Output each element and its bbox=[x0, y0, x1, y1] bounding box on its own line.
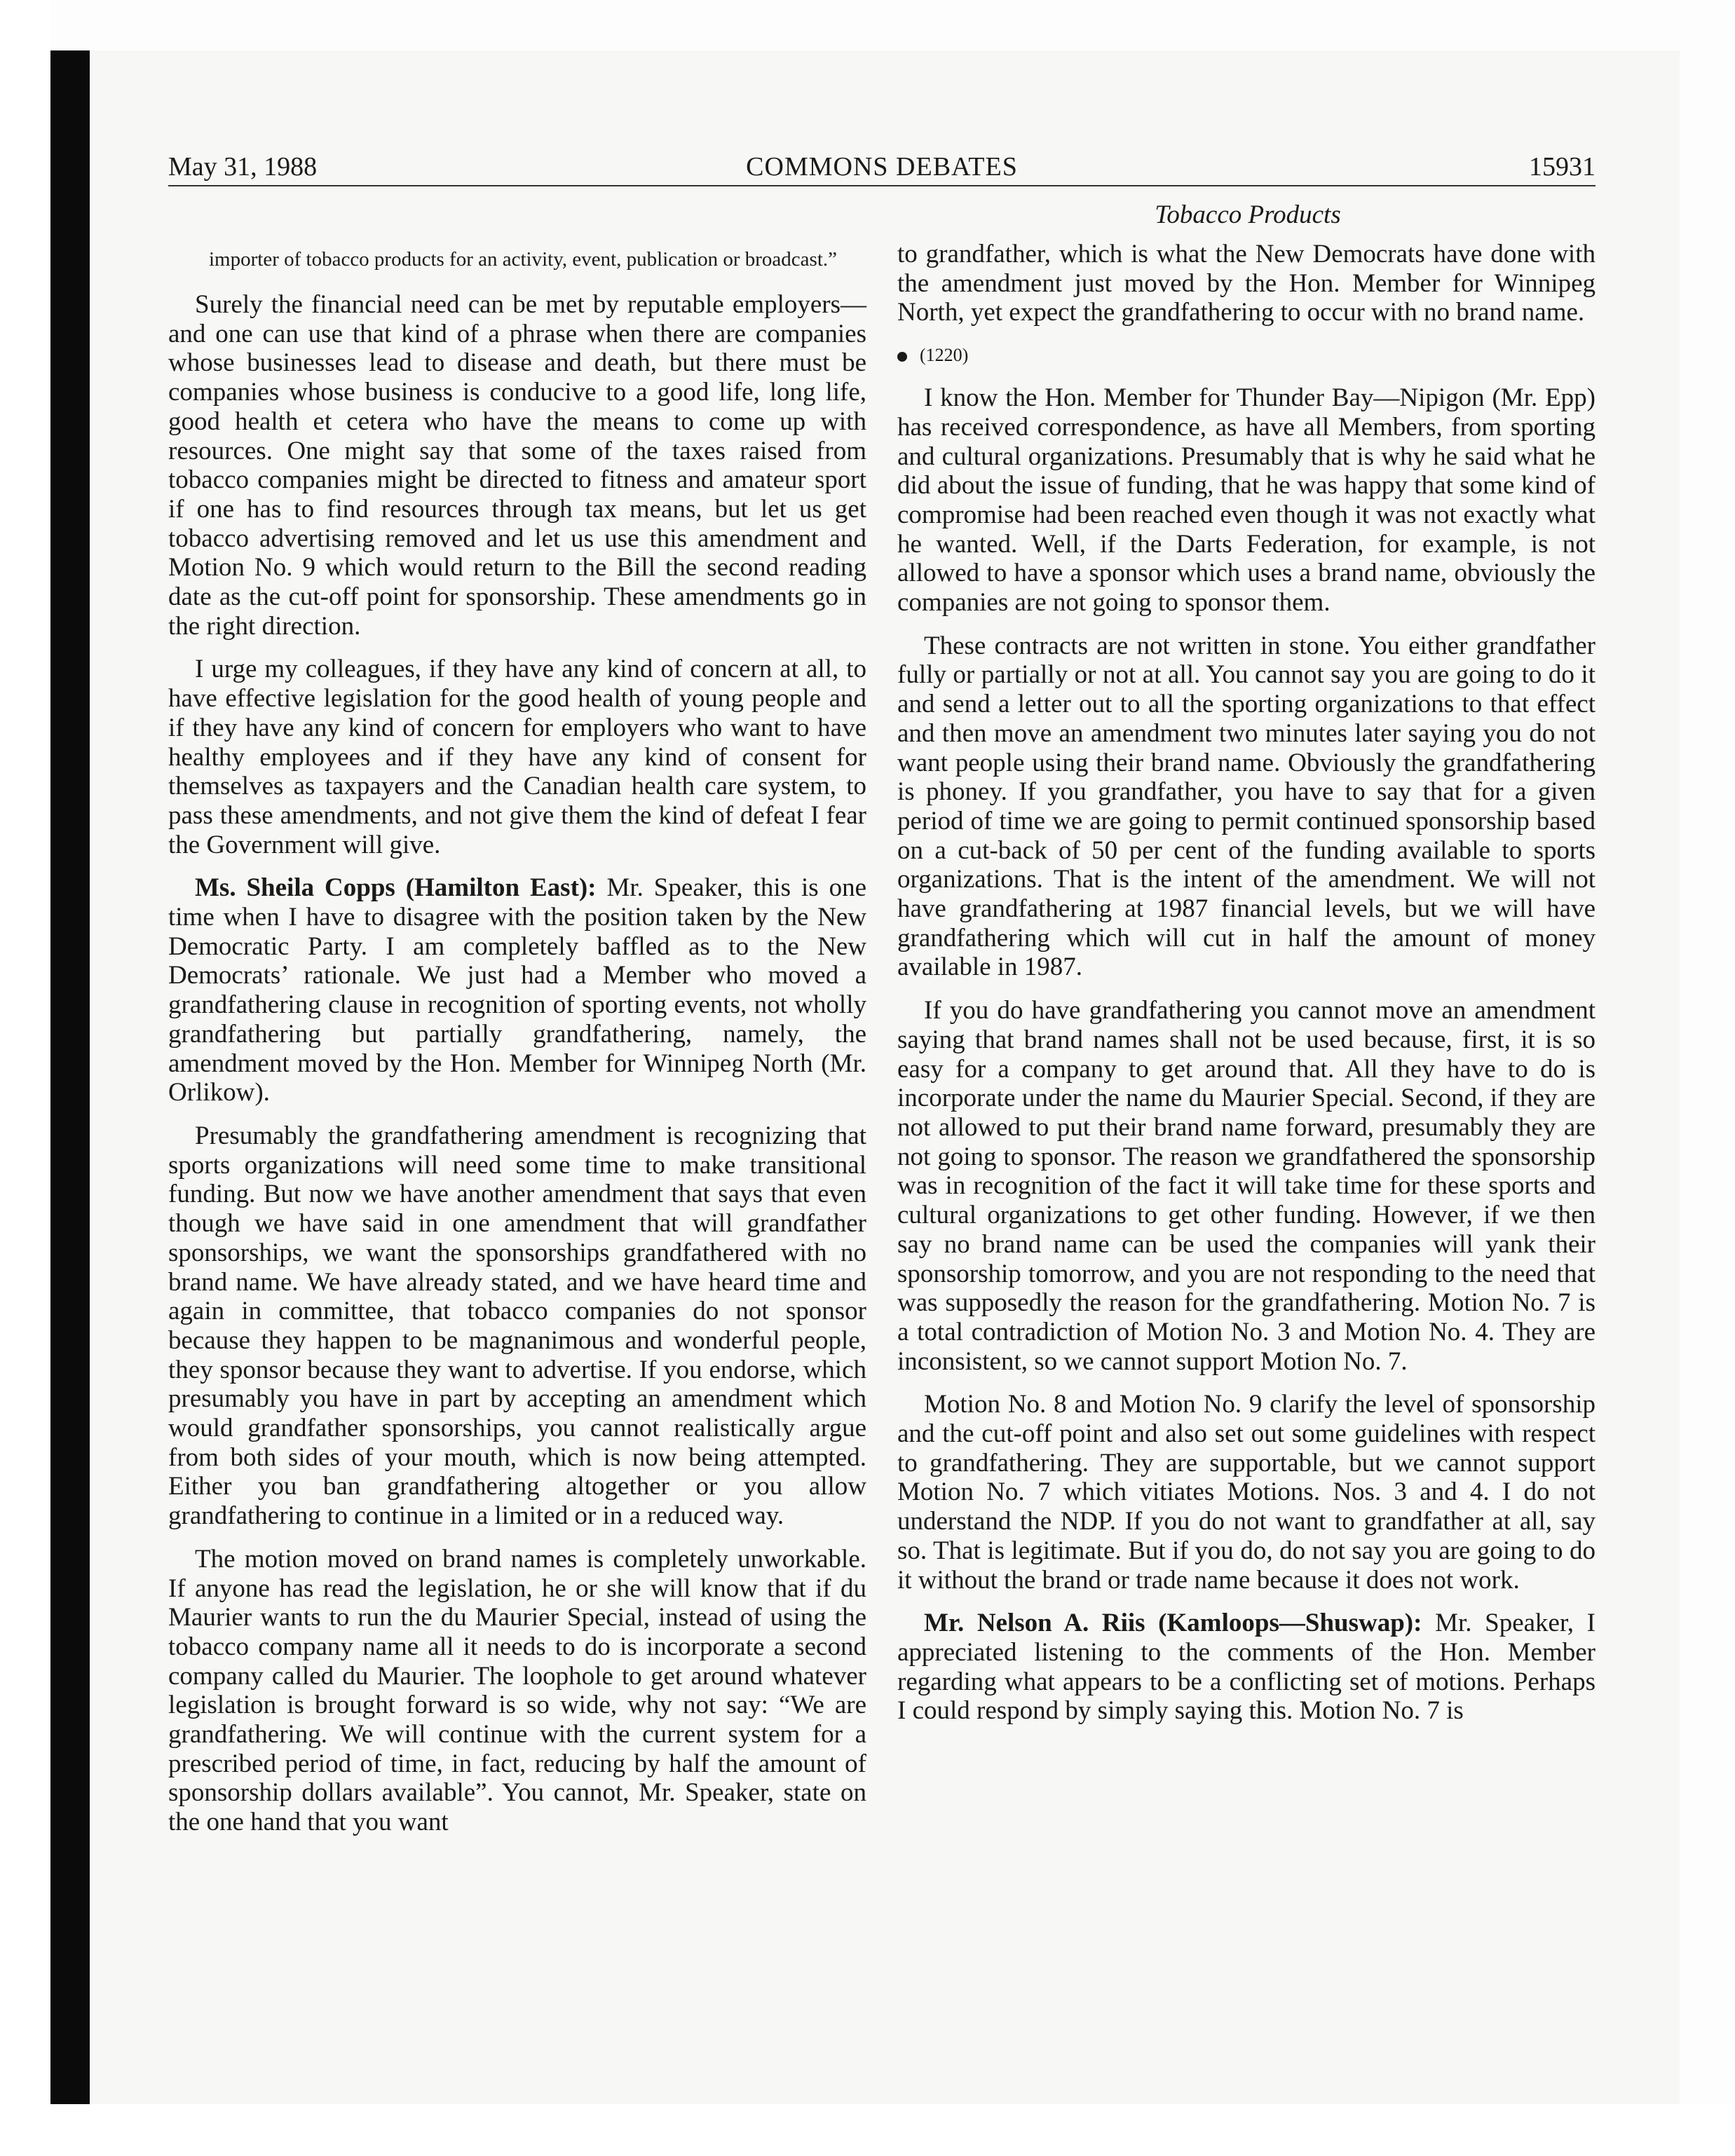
timestamp bbox=[897, 341, 1595, 369]
paragraph: I urge my colleagues, if they have any kind of concern at all, to have effective legislation for the good health of young people and if they have any kind of concern for employers who want to have healthy employees and if they have any kind of consent for themselves as taxpayers and the Canadian health care system, to pass these amendments, and not give them the kind of defeat I fear the Government will give. bbox=[168, 655, 866, 859]
header-rule bbox=[168, 185, 1595, 186]
left-column bbox=[168, 240, 866, 1851]
speech-text: Mr. Speaker, I appreciated listening to the comments of the Hon. Member regarding what appears to be a conflicting set of motions. Perhaps I could respond by simply saying this. Motion No. 7 is bbox=[897, 1609, 1595, 1726]
timestamp-text: (1220) bbox=[920, 345, 969, 366]
paragraph bbox=[168, 873, 866, 1107]
speaker-name: Ms. Sheila Copps (Hamilton East): bbox=[195, 873, 597, 903]
header-page-number: 15931 bbox=[1529, 152, 1595, 182]
bullet-icon bbox=[897, 352, 907, 362]
section-title: Tobacco Products bbox=[1155, 200, 1341, 229]
paragraph: I know the Hon. Member for Thunder Bay—Nipigon (Mr. Epp) has received correspondence, as have all Members, from sporting and cultural organizations. Presumably that is why he said what he did about the issue of funding, that he was happy that some kind of compromise had been reached even though it was not exactly what he wanted. Well, if the Darts Federation, for example, is not allowed to have a sponsor which uses a brand name, obviously the companies are not going to sponsor them. bbox=[897, 383, 1595, 618]
speech-text: Mr. Speaker, this is one time when I have to disagree with the position taken by the New Democratic Party. I am completely baffled as to the New Democrats’ rationale. We just had a Member who moved a grandfathering clause in recognition of sporting events, not wholly grandfathering but partially grandfathering, namely, the amendment moved by the Hon. Member for Winnipeg North (Mr. Orlikow). bbox=[168, 873, 866, 1107]
scan-margin-left bbox=[0, 0, 50, 2156]
paragraph: Presumably the grandfathering amendment is recognizing that sports organizations will need some time to make transitional funding. But now we have another amendment that says that even though we have said in one amendment that will grandfather sponsorships, we want the sponsorships grandfathered with no brand name. We have already stated, and we have heard time and again in committee, that tobacco companies do not sponsor because they happen to be magnanimous and wonderful people, they sponsor because they want to advertise. If you endorse, which presumably you have in part by accepting an amendment which would grandfather sponsorships, you cannot realistically argue from both sides of your mouth, which is now being attempted. Either you ban grandfathering altogether or you allow grandfathering to continue in a limited or in a reduced way. bbox=[168, 1121, 866, 1531]
paragraph: to grandfather, which is what the New Democrats have done with the amendment just moved by the Hon. Member for Winnipeg North, yet expect the grandfathering to occur with no brand name. bbox=[897, 240, 1595, 327]
paragraph bbox=[897, 1609, 1595, 1726]
right-column bbox=[897, 240, 1595, 1740]
paragraph: Surely the financial need can be met by reputable employers—and one can use that kind of a phrase when there are companies whose businesses lead to disease and death, but there must be companies whose business is conducive to a good life, long life, good health et cetera who have the means to come up with resources. One might say that some of the taxes raised from tobacco companies might be directed to fitness and amateur sport if one has to find resources through tax means, but let us get tobacco advertising removed and let us use this amendment and Motion No. 9 which would return to the Bill the second reading date as the cut-off point for sponsorship. These amendments go in the right direction. bbox=[168, 290, 866, 641]
header-date: May 31, 1988 bbox=[168, 152, 318, 182]
paragraph: If you do have grandfathering you cannot move an amendment saying that brand names shall not be used because, first, it is so easy for a company to get around that. All they have to do is incorporate under the name du Maurier Special. Second, if they are not allowed to put their brand name forward, presumably they are not going to sponsor. The reason we grandfathered the sponsorship was in recognition of the fact it will take time for these sports and cultural organizations to get other funding. However, if we then say no brand name can be used the companies will yank their sponsorship tomorrow, and you are not responding to the need that was supposedly the reason for the grandfathering. Motion No. 7 is a total contradiction of Motion No. 3 and Motion No. 4. They are inconsistent, so we cannot support Motion No. 7. bbox=[897, 996, 1595, 1376]
quoted-text: importer of tobacco products for an activity, event, publication or broadcast.” bbox=[209, 248, 837, 271]
running-header bbox=[168, 147, 1595, 186]
paragraph: Motion No. 8 and Motion No. 9 clarify the level of sponsorship and the cut-off point and also set out some guidelines with respect to grandfathering. They are supportable, but we cannot support Motion No. 7 which vitiates Motions. Nos. 3 and 4. I do not understand the NDP. If you do not want to grandfather at all, say so. That is legitimate. But if you do, do not say you are going to do it without the brand or trade name because it does not work. bbox=[897, 1390, 1595, 1595]
paragraph: These contracts are not written in stone. You either grandfather fully or partially or not at all. You cannot say you are going to do it and send a letter out to all the sporting organizations to that effect and then move an amendment two minutes later saying you do not want people using their brand name. Obviously the grandfathering is phoney. If you grandfather, you have to say that for a given period of time we are going to permit continued sponsorship based on a cut-back of 50 per cent of the funding available to sports organizations. That is the intent of the amendment. We will not have grandfathering at 1987 financial levels, but we will have grandfathering which will cut in half the amount of money available in 1987. bbox=[897, 631, 1595, 982]
speaker-name: Mr. Nelson A. Riis (Kamloops—Shuswap): bbox=[924, 1609, 1422, 1638]
paragraph: The motion moved on brand names is completely unworkable. If anyone has read the legislation, he or she will know that if du Maurier wants to run the du Maurier Special, instead of using the tobacco company name all it needs to do is incorporate a second company called du Maurier. The loophole to get around whatever legislation is brought forward is so wide, why not say: “We are grandfathering. We will continue with the current system for a prescribed period of time, in fact, reducing by half the amount of sponsorship dollars available”. You cannot, Mr. Speaker, state on the one hand that you want bbox=[168, 1544, 866, 1837]
header-title: COMMONS DEBATES bbox=[746, 152, 1018, 182]
scan-margin-bottom bbox=[0, 2104, 1735, 2156]
scan-binding-edge bbox=[50, 50, 90, 2104]
